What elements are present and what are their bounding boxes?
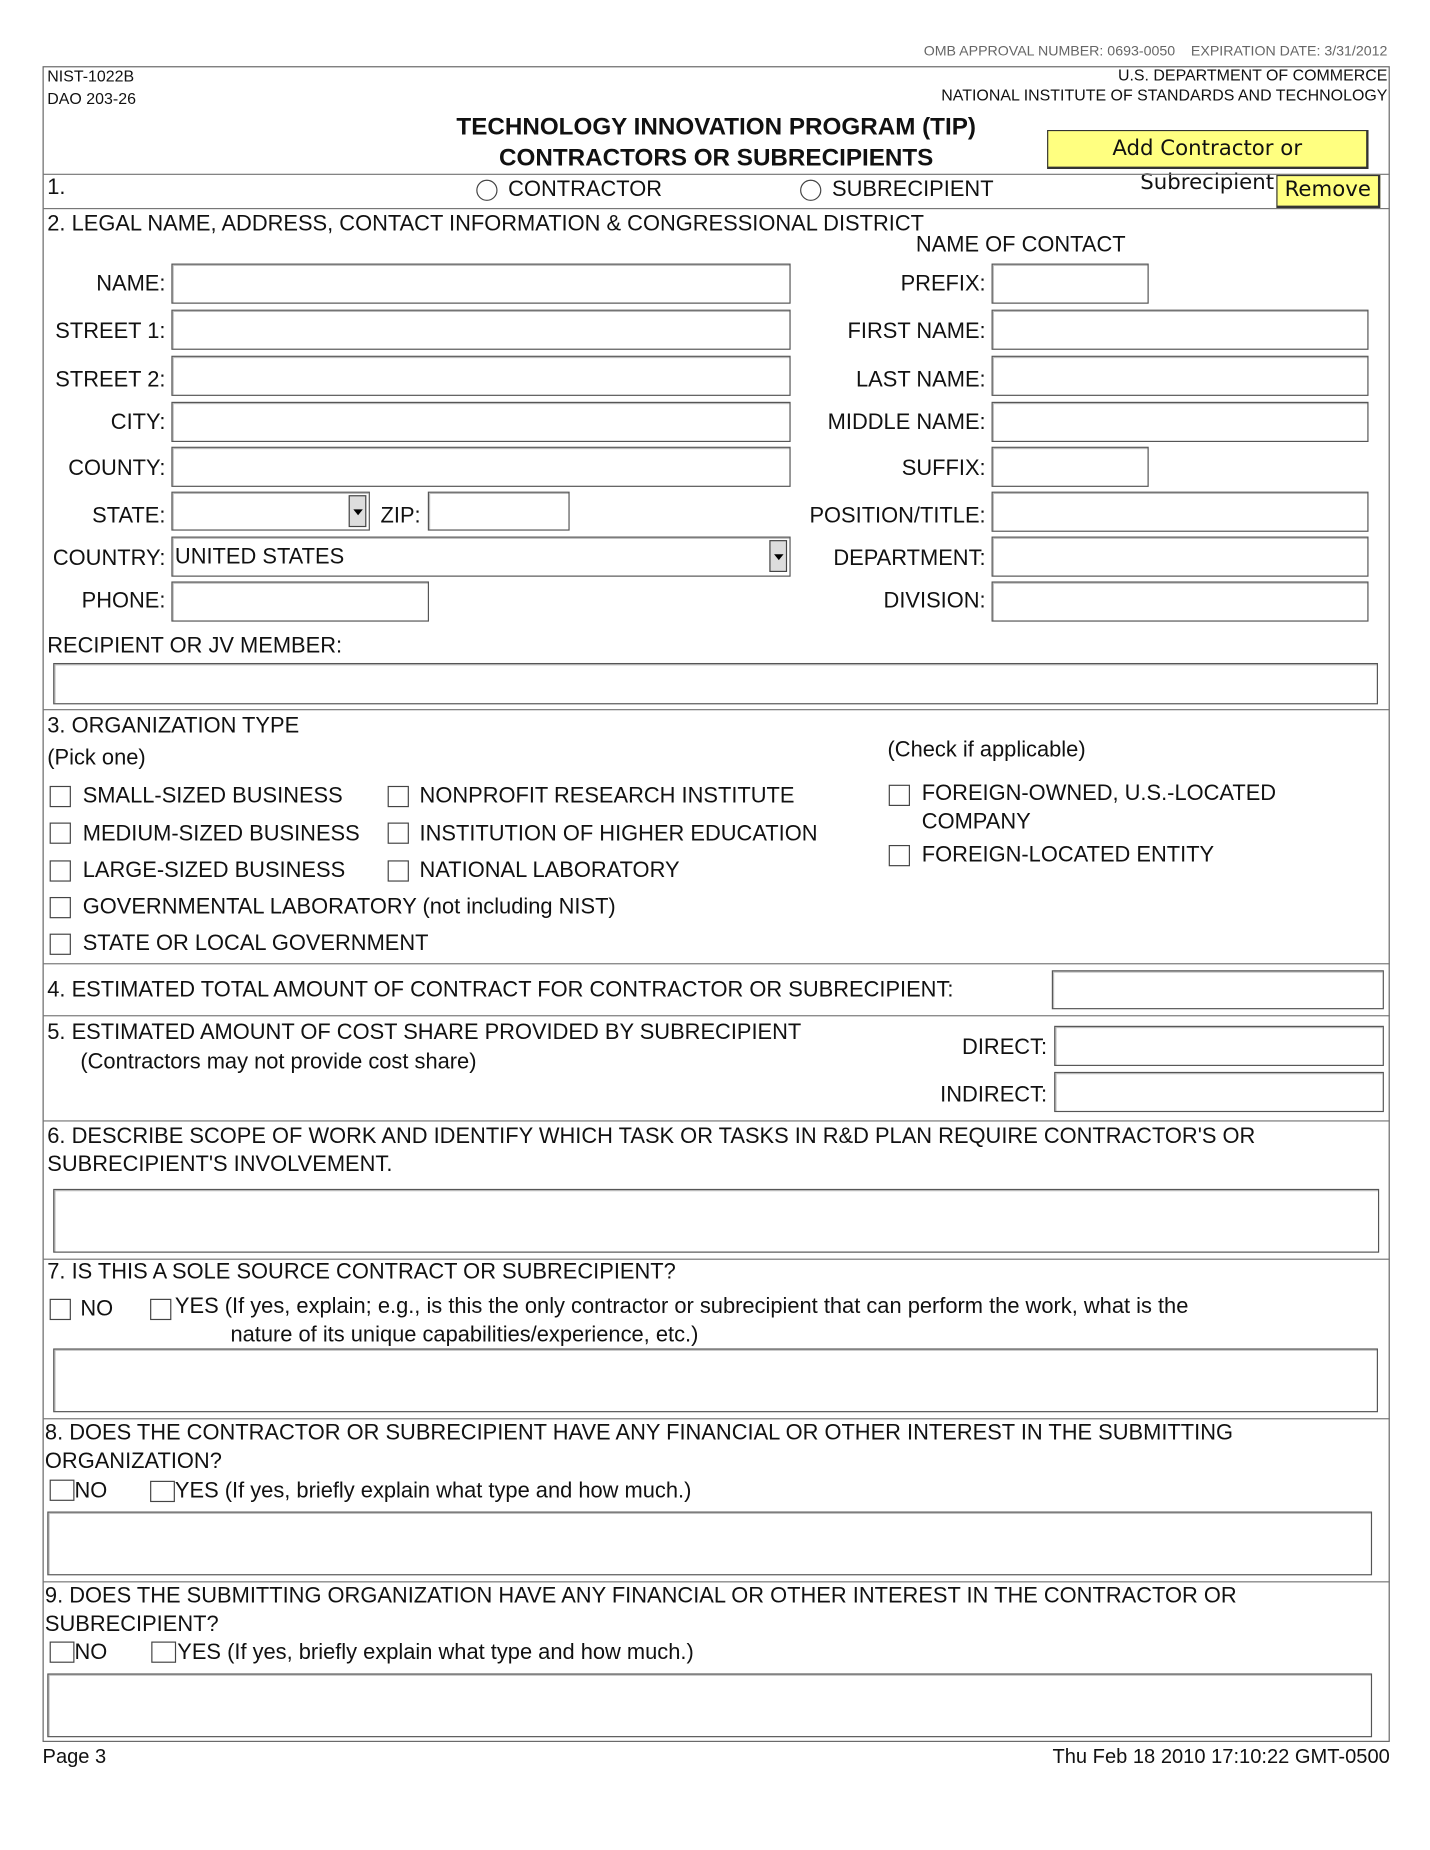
chevron-down-icon[interactable] [349, 495, 367, 527]
total-amount-input[interactable] [1052, 970, 1384, 1009]
last-name-input[interactable] [992, 356, 1369, 396]
department-name: U.S. DEPARTMENT OF COMMERCE [1117, 66, 1388, 84]
sole-source-yes-label: YES (If yes, explain; e.g., is this the only contractor or subrecipient that can perform the work, what is the [174, 1292, 1189, 1318]
street1-input[interactable] [171, 310, 790, 350]
first-name-input[interactable] [992, 310, 1369, 350]
city-label: CITY: [110, 408, 166, 434]
section4-label: 4. ESTIMATED TOTAL AMOUNT OF CONTRACT FOR CONTRACTOR OR SUBRECIPIENT: [47, 976, 954, 1001]
large-business-checkbox[interactable] [50, 860, 71, 881]
sole-source-explain-input[interactable] [53, 1348, 1378, 1412]
interest-9-explain-input[interactable] [47, 1673, 1372, 1737]
medium-business-checkbox[interactable] [50, 823, 71, 844]
divider [43, 1120, 1390, 1121]
divider [43, 1015, 1390, 1016]
subrecipient-radio[interactable] [800, 180, 821, 201]
section5-note: (Contractors may not provide cost share) [80, 1048, 477, 1074]
interest-8-yes-checkbox[interactable] [150, 1481, 175, 1502]
phone-input[interactable] [171, 581, 429, 621]
subrecipient-label: SUBRECIPIENT [831, 176, 994, 201]
scope-of-work-input[interactable] [53, 1189, 1379, 1253]
sole-source-no-checkbox[interactable] [50, 1299, 71, 1320]
position-input[interactable] [992, 492, 1369, 532]
last-name-label: LAST NAME: [856, 366, 986, 392]
foreign-owned-label: FOREIGN-OWNED, U.S.-LOCATED [921, 779, 1277, 805]
prefix-label: PREFIX: [900, 270, 986, 296]
expiration-date: EXPIRATION DATE: 3/31/2012 [1190, 42, 1388, 60]
county-input[interactable] [171, 447, 790, 487]
national-lab-label: NATIONAL LABORATORY [419, 856, 680, 882]
foreign-located-label: FOREIGN-LOCATED ENTITY [921, 841, 1215, 867]
gov-lab-checkbox[interactable] [50, 897, 71, 918]
interest-8-no-label: NO [74, 1477, 108, 1503]
zip-label: ZIP: [380, 502, 421, 528]
suffix-label: SUFFIX: [901, 454, 986, 480]
page-title: TECHNOLOGY INNOVATION PROGRAM (TIP) [456, 113, 976, 141]
country-label: COUNTRY: [52, 544, 166, 570]
name-label: NAME: [96, 270, 166, 296]
section6-label-cont: SUBRECIPIENT'S INVOLVEMENT. [47, 1151, 393, 1176]
middle-name-input[interactable] [992, 402, 1369, 442]
suffix-input[interactable] [992, 447, 1149, 487]
remove-button[interactable]: Remove [1276, 175, 1380, 208]
nonprofit-checkbox[interactable] [388, 786, 409, 807]
divider [43, 709, 1390, 710]
interest-8-yes-label: YES (If yes, briefly explain what type and how much.) [174, 1477, 692, 1503]
higher-ed-checkbox[interactable] [388, 823, 409, 844]
state-local-checkbox[interactable] [50, 934, 71, 955]
state-local-label: STATE OR LOCAL GOVERNMENT [82, 930, 429, 955]
division-label: DIVISION: [883, 587, 986, 613]
section3-heading: 3. ORGANIZATION TYPE [47, 712, 300, 738]
county-label: COUNTY: [68, 454, 166, 480]
large-business-label: LARGE-SIZED BUSINESS [82, 856, 346, 882]
division-input[interactable] [992, 581, 1369, 621]
section5-label: 5. ESTIMATED AMOUNT OF COST SHARE PROVIDED BY SUBRECIPIENT [47, 1018, 802, 1044]
chevron-down-icon[interactable] [769, 540, 787, 572]
department-label: DEPARTMENT: [833, 544, 986, 570]
small-business-label: SMALL-SIZED BUSINESS [82, 782, 343, 808]
divider [43, 174, 1390, 175]
street2-label: STREET 2: [55, 366, 166, 392]
sole-source-no-label: NO [80, 1295, 114, 1321]
contact-heading: NAME OF CONTACT [915, 231, 1126, 257]
omb-info [924, 41, 1388, 60]
street2-input[interactable] [171, 356, 790, 396]
direct-label: DIRECT: [962, 1034, 1048, 1059]
section8-label-cont: ORGANIZATION? [44, 1447, 222, 1473]
foreign-owned-label-cont: COMPANY [921, 808, 1031, 834]
page-subtitle: CONTRACTORS OR SUBRECIPIENTS [498, 144, 934, 172]
indirect-input[interactable] [1054, 1072, 1384, 1112]
interest-9-no-label: NO [74, 1639, 108, 1664]
interest-9-yes-checkbox[interactable] [151, 1642, 176, 1663]
pick-one-note: (Pick one) [47, 744, 146, 770]
form-number: NIST-1022B [47, 67, 135, 86]
institute-name: NATIONAL INSTITUTE OF STANDARDS AND TECHNOLOGY [941, 86, 1388, 104]
direct-input[interactable] [1054, 1026, 1384, 1066]
add-contractor-button[interactable]: Add Contractor or Subrecipient [1047, 130, 1368, 169]
row-number: 1. [47, 173, 66, 199]
medium-business-label: MEDIUM-SIZED BUSINESS [82, 820, 360, 845]
department-input[interactable] [992, 537, 1369, 577]
page-number: Page 3 [42, 1745, 107, 1768]
divider [43, 963, 1390, 964]
recipient-label: RECIPIENT OR JV MEMBER: [47, 632, 343, 658]
print-timestamp: Thu Feb 18 2010 17:10:22 GMT-0500 [1052, 1745, 1390, 1768]
gov-lab-label: GOVERNMENTAL LABORATORY (not including NIST) [82, 893, 616, 919]
interest-8-no-checkbox[interactable] [50, 1480, 75, 1501]
omb-number: OMB APPROVAL NUMBER: 0693-0050 [923, 42, 1176, 60]
foreign-owned-checkbox[interactable] [889, 785, 910, 806]
sole-source-yes-checkbox[interactable] [150, 1299, 171, 1320]
contractor-radio[interactable] [476, 180, 497, 201]
dao-number: DAO 203-26 [47, 89, 136, 108]
national-lab-checkbox[interactable] [388, 860, 409, 881]
section6-label: 6. DESCRIBE SCOPE OF WORK AND IDENTIFY WHICH TASK OR TASKS IN R&D PLAN REQUIRE CONTRACTOR'S OR [47, 1122, 1256, 1148]
interest-9-yes-label: YES (If yes, briefly explain what type and how much.) [177, 1639, 694, 1664]
section9-label: 9. DOES THE SUBMITTING ORGANIZATION HAVE ANY FINANCIAL OR OTHER INTEREST IN THE CONTRACTOR OR [44, 1582, 1237, 1608]
state-label: STATE: [92, 502, 166, 528]
state-select[interactable] [171, 492, 370, 531]
nonprofit-label: NONPROFIT RESEARCH INSTITUTE [419, 782, 795, 808]
section9-label-cont: SUBRECIPIENT? [44, 1610, 219, 1636]
prefix-input[interactable] [992, 264, 1149, 304]
contractor-label: CONTRACTOR [508, 176, 663, 201]
small-business-checkbox[interactable] [50, 786, 71, 807]
sole-source-yes-label-cont: nature of its unique capabilities/experience, etc.) [230, 1321, 699, 1347]
section8-label: 8. DOES THE CONTRACTOR OR SUBRECIPIENT HAVE ANY FINANCIAL OR OTHER INTEREST IN THE SUBMITTING [44, 1419, 1234, 1445]
higher-ed-label: INSTITUTION OF HIGHER EDUCATION [419, 820, 818, 845]
middle-name-label: MIDDLE NAME: [827, 408, 986, 434]
country-select[interactable] [171, 537, 790, 577]
section2-heading: 2. LEGAL NAME, ADDRESS, CONTACT INFORMATION & CONGRESSIONAL DISTRICT [47, 210, 924, 236]
name-input[interactable] [171, 264, 790, 304]
recipient-input[interactable] [53, 663, 1378, 704]
position-label: POSITION/TITLE: [809, 502, 986, 528]
indirect-label: INDIRECT: [940, 1081, 1048, 1107]
divider [43, 208, 1390, 209]
check-if-note: (Check if applicable) [887, 736, 1086, 762]
interest-8-explain-input[interactable] [47, 1512, 1372, 1576]
city-input[interactable] [171, 402, 790, 442]
first-name-label: FIRST NAME: [847, 317, 986, 343]
street1-label: STREET 1: [55, 317, 166, 343]
zip-input[interactable] [428, 492, 570, 531]
section7-label: 7. IS THIS A SOLE SOURCE CONTRACT OR SUBRECIPIENT? [47, 1258, 676, 1284]
phone-label: PHONE: [81, 587, 166, 613]
foreign-located-checkbox[interactable] [889, 845, 910, 866]
country-value: UNITED STATES [174, 543, 345, 569]
interest-9-no-checkbox[interactable] [50, 1642, 75, 1663]
